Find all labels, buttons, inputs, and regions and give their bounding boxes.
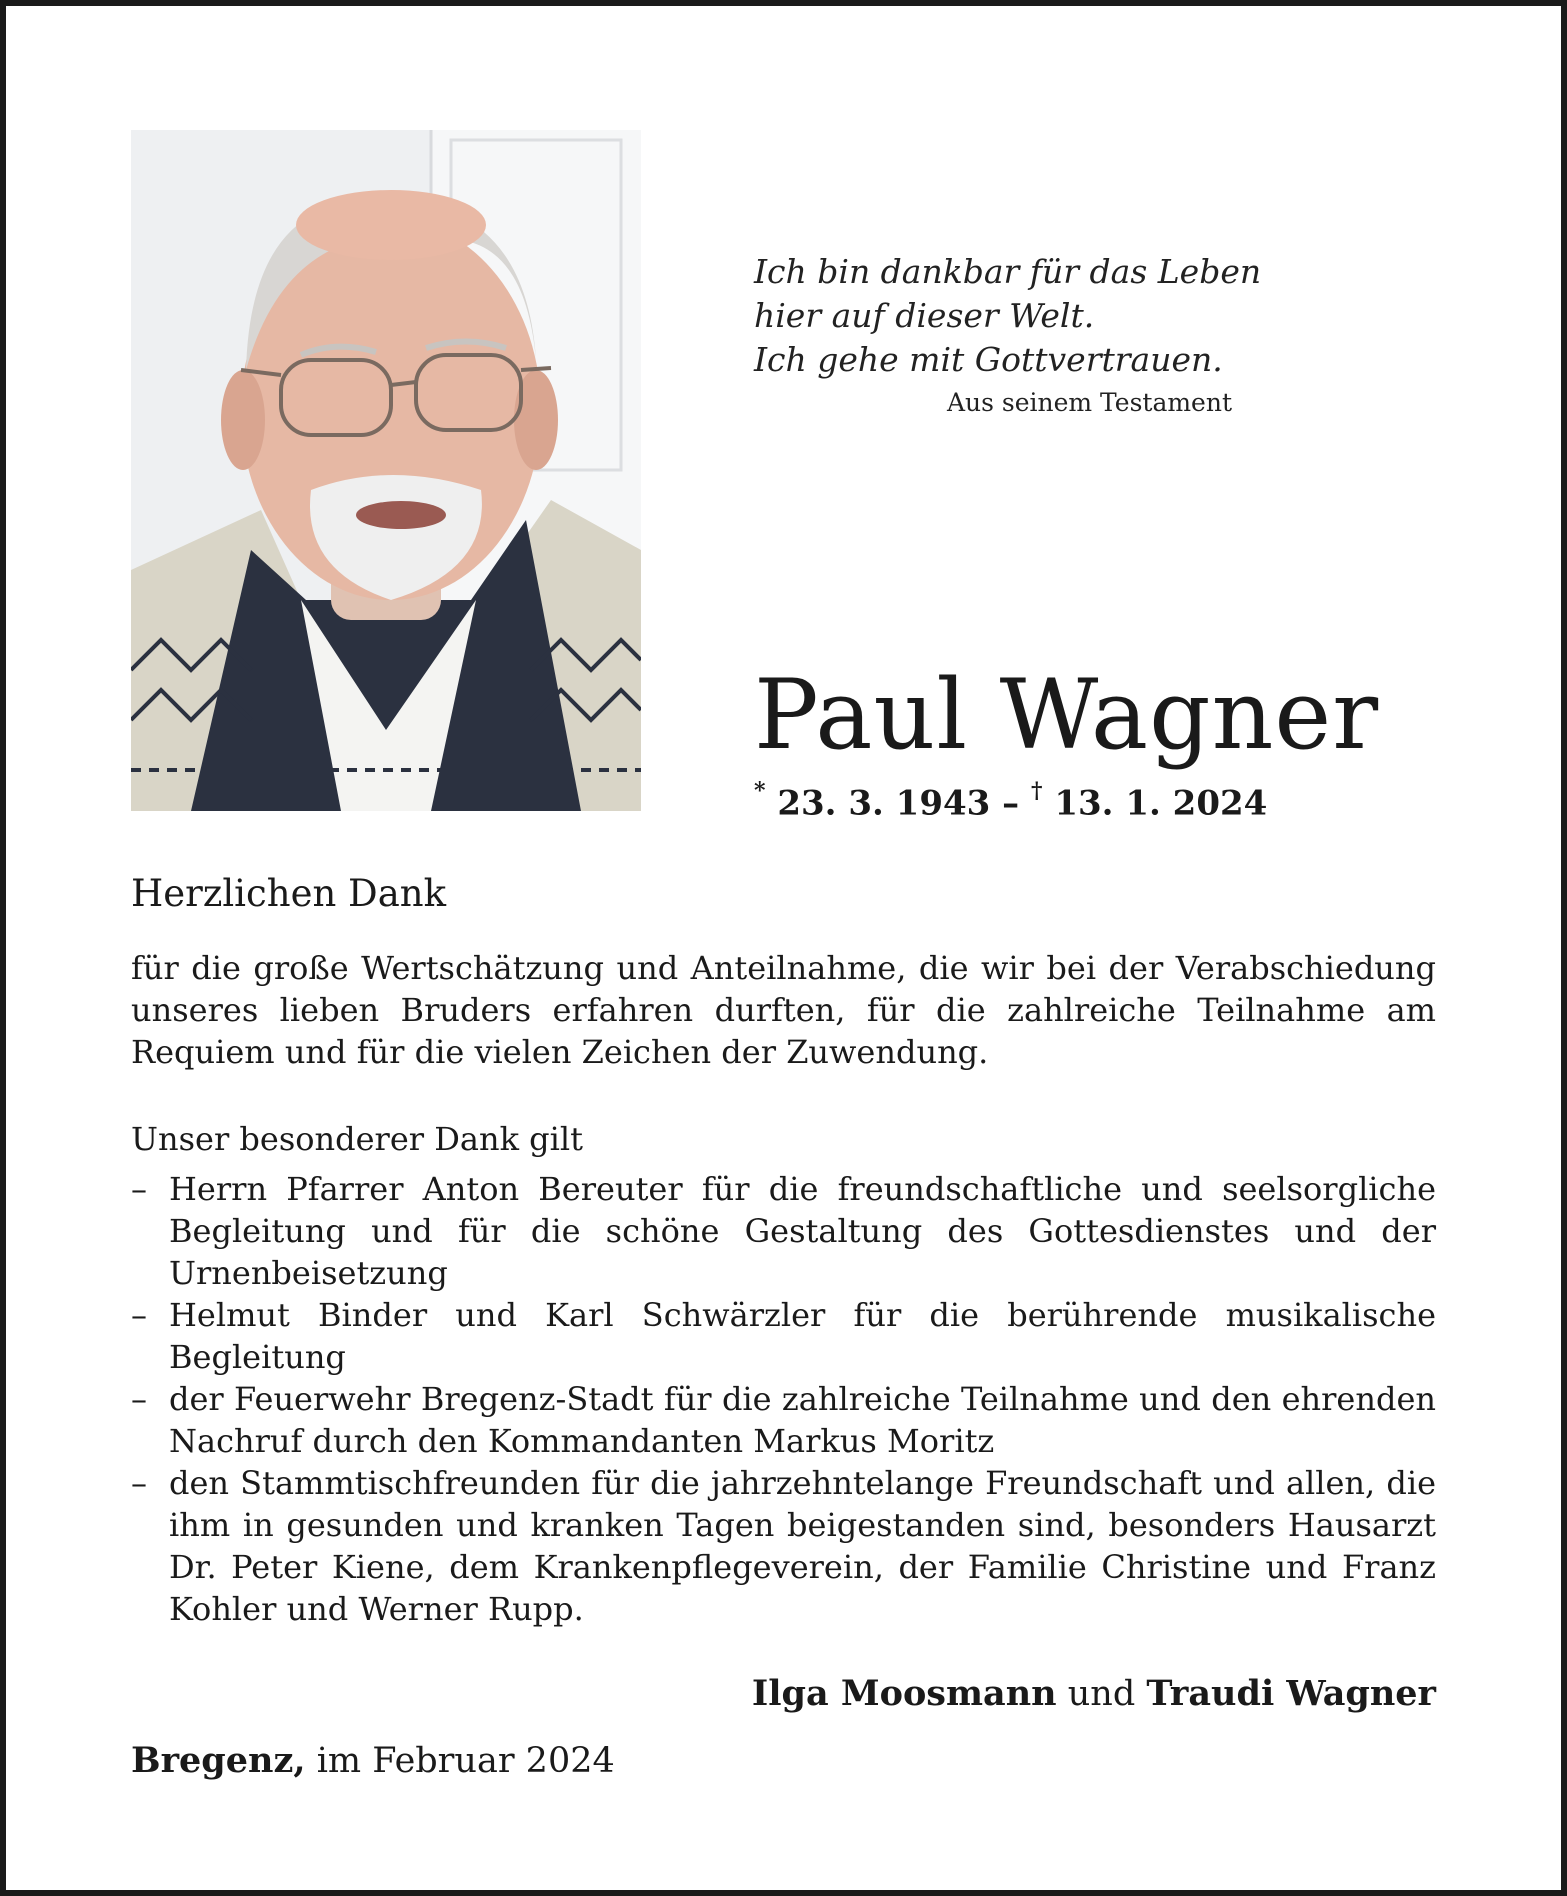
list-item-text: Herrn Pfarrer Anton Bereuter für die freundschaftliche und seelsorgliche Begleitung und für die schöne Gestaltung des Gottesdienstes und der Urnenbeisetzung xyxy=(169,1170,1436,1292)
thanks-heading: Herzlichen Dank xyxy=(131,872,447,915)
portrait-photo xyxy=(131,130,641,811)
quote-line: Ich gehe mit Gottvertrauen. xyxy=(754,340,1223,379)
date-separator: – xyxy=(1002,783,1020,824)
list-item-text: den Stammtischfreunden für die jahrzehntelange Freundschaft und allen, die ihm in gesunden und kranken Tagen beigestanden sind, besonders Hausarzt Dr. Peter Kiene, dem Krankenpflegeverein, der Familie Christine und Franz Kohler und Werner Rupp. xyxy=(169,1464,1436,1628)
birth-date: 23. 3. 1943 xyxy=(777,783,991,824)
quote-line: hier auf dieser Welt. xyxy=(754,296,1095,335)
list-item xyxy=(131,1462,1436,1630)
list-item-text: Helmut Binder und Karl Schwärzler für die berührende musikalische Begleitung xyxy=(169,1296,1436,1376)
thanks-list xyxy=(131,1168,1436,1630)
quote-block xyxy=(754,250,1314,382)
birth-symbol: * xyxy=(754,778,766,804)
life-dates xyxy=(754,778,1268,824)
list-item xyxy=(131,1378,1436,1462)
death-date: 13. 1. 2024 xyxy=(1054,783,1268,824)
thanks-paragraph-block xyxy=(131,947,1436,1073)
dash-bullet: – xyxy=(131,1464,147,1502)
signer-conjunction: und xyxy=(1067,1674,1136,1714)
place-name: Bregenz, xyxy=(131,1740,306,1781)
place-date-line xyxy=(131,1740,615,1781)
death-symbol: † xyxy=(1031,778,1043,804)
list-item xyxy=(131,1168,1436,1294)
signers-line xyxy=(752,1673,1436,1714)
signer-first: Ilga Moosmann xyxy=(751,1673,1057,1714)
list-item xyxy=(131,1294,1436,1378)
signer-second: Traudi Wagner xyxy=(1146,1673,1436,1714)
quote-line: Ich bin dankbar für das Leben xyxy=(754,252,1262,291)
closing-date: im Februar 2024 xyxy=(316,1741,615,1781)
deceased-name: Paul Wagner xyxy=(754,659,1380,771)
dash-bullet: – xyxy=(131,1380,147,1418)
list-item-text: der Feuerwehr Bregenz-Stadt für die zahlreiche Teilnahme und den ehrenden Nachruf durch den Kommandanten Markus Moritz xyxy=(169,1380,1436,1460)
dash-bullet: – xyxy=(131,1170,147,1208)
quote-source: Aus seinem Testament xyxy=(946,388,1232,417)
thanks-paragraph: für die große Wertschätzung und Anteilnahme, die wir bei der Verabschiedung unseres lieben Bruders erfahren durften, für die zahlreiche Teilnahme am Requiem und für die vielen Zeichen der Zuwendung. xyxy=(131,949,1436,1071)
thanks-intro: Unser besonderer Dank gilt xyxy=(131,1120,583,1158)
dash-bullet: – xyxy=(131,1296,147,1334)
